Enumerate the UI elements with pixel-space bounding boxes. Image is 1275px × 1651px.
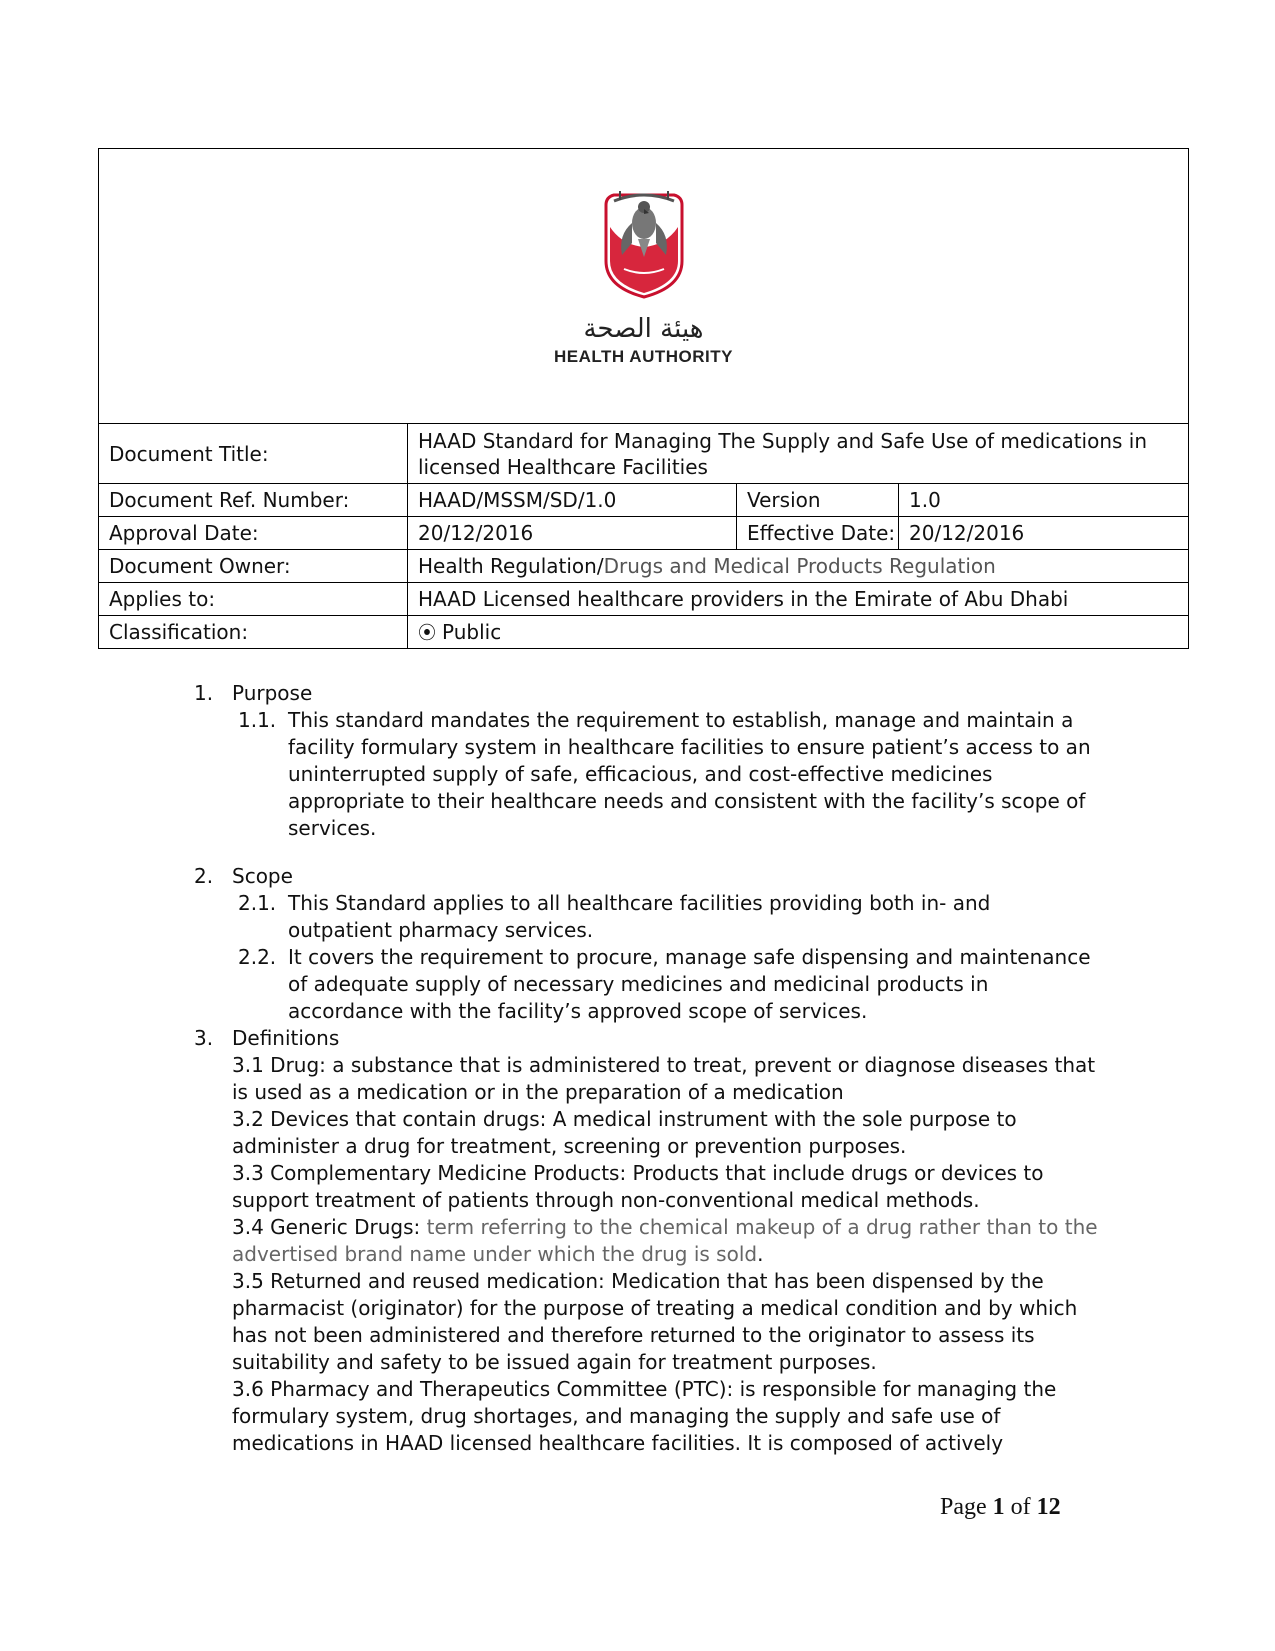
definition-devices xyxy=(98,1106,1098,1160)
section-number: 3. xyxy=(194,1026,214,1050)
definition-returned xyxy=(98,1268,1098,1376)
approval-date-value: 20/12/2016 xyxy=(408,517,737,550)
def-text: A medical instrument with the sole purpose to administer a drug for treatment, screening or prevention purposes. xyxy=(232,1107,1017,1158)
section-heading-purpose xyxy=(98,680,1098,707)
abu-dhabi-emblem-icon xyxy=(594,183,694,303)
logo-arabic-text: هيئة الصحة xyxy=(583,314,704,344)
def-number: 3.3 xyxy=(232,1161,264,1185)
item-text: This Standard applies to all healthcare facilities providing both in- and outpatient pharmacy services. xyxy=(288,891,991,942)
scope-item-1 xyxy=(98,890,1098,944)
document-ref-label: Document Ref. Number: xyxy=(99,484,408,517)
def-text: a substance that is administered to treat, prevent or diagnose diseases that is used as a medication or in the preparation of a medication xyxy=(232,1053,1096,1104)
def-text: Medication that has been dispensed by the pharmacist (originator) for the purpose of treating a medical condition and by which has not been administered and therefore returned to the originator to assess its suitability and safety to be issued again for treatment purposes. xyxy=(232,1269,1078,1374)
section-title: Definitions xyxy=(232,1026,340,1050)
section-title: Scope xyxy=(232,864,293,888)
effective-date-label: Effective Date: xyxy=(737,517,899,550)
classification-value xyxy=(408,616,1189,649)
def-term: Complementary Medicine Products: xyxy=(270,1161,627,1185)
def-term: Drug: xyxy=(270,1053,326,1077)
applies-to-value: HAAD Licensed healthcare providers in the Emirate of Abu Dhabi xyxy=(408,583,1189,616)
def-term: Pharmacy and Therapeutics Committee (PTC): xyxy=(270,1377,734,1401)
item-number: 1.1. xyxy=(238,708,277,732)
definition-generic xyxy=(98,1214,1098,1268)
version-label: Version xyxy=(737,484,899,517)
section-title: Purpose xyxy=(232,681,313,705)
definition-drug xyxy=(98,1052,1098,1106)
item-number: 2.2. xyxy=(238,945,277,969)
def-number: 3.5 xyxy=(232,1269,264,1293)
scope-item-2 xyxy=(98,944,1098,1025)
def-text: term referring to the chemical makeup of a drug rather than to the advertised brand name under which the drug is sold xyxy=(232,1215,1098,1266)
applies-to-label: Applies to: xyxy=(99,583,408,616)
classification-text: Public xyxy=(442,620,502,644)
def-term: Returned and reused medication: xyxy=(270,1269,605,1293)
document-body xyxy=(98,680,1098,1457)
section-number: 2. xyxy=(194,864,214,888)
purpose-item-1 xyxy=(98,707,1098,842)
def-tail: . xyxy=(757,1242,764,1266)
owner-division: Drugs and Medical Products Regulation xyxy=(603,554,996,578)
page-current: 1 xyxy=(992,1494,1005,1520)
def-number: 3.2 xyxy=(232,1107,264,1131)
def-term: Devices that contain drugs: xyxy=(270,1107,547,1131)
section-heading-definitions xyxy=(98,1025,1098,1052)
document-owner-value xyxy=(408,550,1189,583)
def-number: 3.1 xyxy=(232,1053,264,1077)
document-header-table xyxy=(98,148,1189,649)
item-text: This standard mandates the requirement to establish, manage and maintain a facility formulary system in healthcare facilities to ensure patient’s access to an uninterrupted supply of safe, efficacious, and cost-effective medicines appropriate to their healthcare needs and consistent with the facility’s scope of services. xyxy=(288,708,1091,840)
classification-label: Classification: xyxy=(99,616,408,649)
document-title-label: Document Title: xyxy=(99,424,408,484)
definition-ptc xyxy=(98,1376,1098,1457)
def-text: Products that include drugs or devices to support treatment of patients through non-conventional medical methods. xyxy=(232,1161,1044,1212)
approval-date-label: Approval Date: xyxy=(99,517,408,550)
section-number: 1. xyxy=(194,681,214,705)
def-number: 3.6 xyxy=(232,1377,264,1401)
owner-department: Health Regulation/ xyxy=(418,554,604,578)
def-term: Generic Drugs: xyxy=(270,1215,421,1239)
definition-complementary xyxy=(98,1160,1098,1214)
version-value: 1.0 xyxy=(899,484,1189,517)
section-heading-scope xyxy=(98,863,1098,890)
effective-date-value: 20/12/2016 xyxy=(899,517,1189,550)
page-total: 12 xyxy=(1036,1494,1061,1520)
item-number: 2.1. xyxy=(238,891,277,915)
page-prefix: Page xyxy=(940,1494,987,1520)
document-title-value: HAAD Standard for Managing The Supply and Safe Use of medications in licensed Healthcare Facilities xyxy=(408,424,1189,484)
page-number xyxy=(940,1494,1061,1521)
radio-selected-icon: ⦿ xyxy=(418,623,436,644)
document-ref-value: HAAD/MSSM/SD/1.0 xyxy=(408,484,737,517)
def-text: is responsible for managing the formulary system, drug shortages, and managing the supply and safe use of medications in HAAD licensed healthcare facilities. It is composed of actively xyxy=(232,1377,1057,1455)
document-owner-label: Document Owner: xyxy=(99,550,408,583)
page-of: of xyxy=(1010,1494,1031,1520)
logo-cell xyxy=(99,149,1189,424)
item-text: It covers the requirement to procure, manage safe dispensing and maintenance of adequate supply of necessary medicines and medicinal products in accordance with the facility’s approved scope of services. xyxy=(288,945,1091,1023)
logo-english-text: HEALTH AUTHORITY xyxy=(554,347,733,366)
def-number: 3.4 xyxy=(232,1215,264,1239)
